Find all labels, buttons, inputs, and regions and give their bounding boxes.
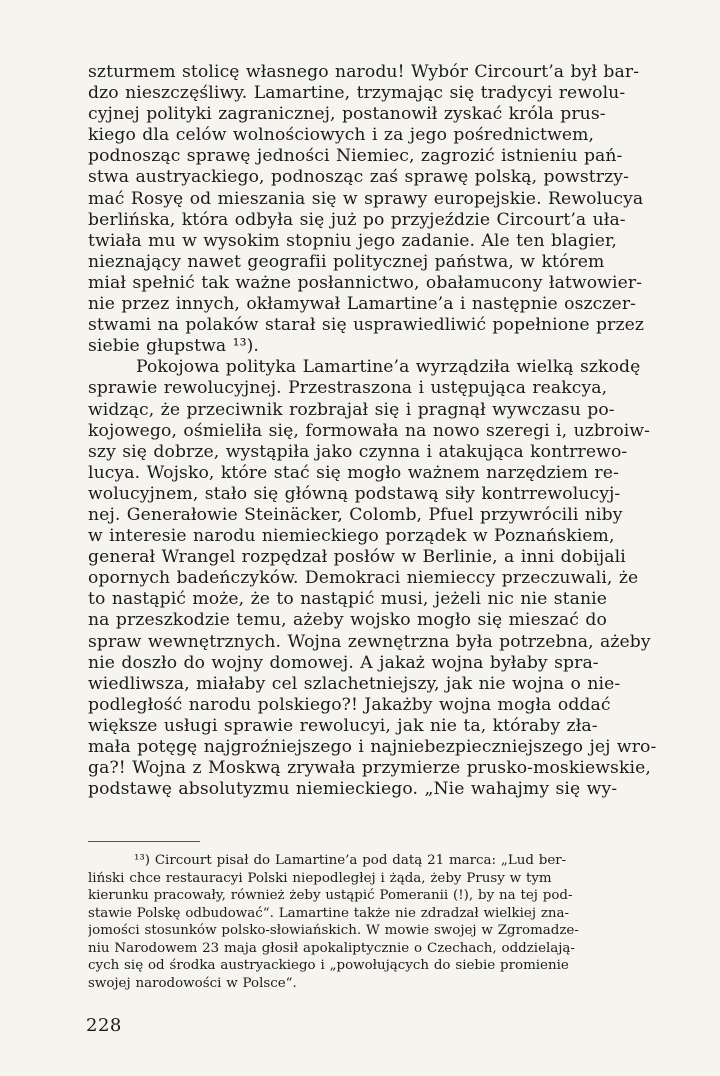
text-line: kojowego, ośmieliła się, formowała na nowo szeregi i, uzbroiw-	[88, 420, 651, 441]
text-line: dzo nieszczęśliwy. Lamartine, trzymając się tradycyi rewolu-	[88, 83, 626, 104]
text-line: spraw wewnętrznych. Wojna zewnętrzna była potrzebna, ażeby	[88, 631, 651, 652]
text-line: podległość narodu polskiego?! Jakażby wojna mogła oddać	[88, 694, 611, 715]
footnotes	[88, 852, 696, 992]
footnote-line: liński chce restauracyi Polski niepodległej i żąda, żeby Prusy w tym	[88, 870, 552, 886]
text-line: nej. Generałowie Steinäcker, Colomb, Pfuel przywrócili niby	[88, 504, 623, 525]
text-line: stwa austryackiego, podnosząc zaś sprawę polską, powstrzy-	[88, 167, 629, 188]
text-line: podnosząc sprawę jedności Niemiec, zagrozić istnieniu pań-	[88, 146, 623, 167]
text-line: opornych badeńczyków. Demokraci niemieccy przeczuwali, że	[88, 568, 639, 589]
text-line: generał Wrangel rozpędzał posłów w Berlinie, a inni dobijali	[88, 547, 626, 568]
text-line: szy się dobrze, wystąpiła jako czynna i atakująca kontrrewo-	[88, 441, 628, 462]
text-line: w interesie narodu niemieckiego porządek w Poznańskiem,	[88, 526, 615, 547]
text-line: cyjnej polityki zagranicznej, postanowił zyskać króla prus-	[88, 104, 606, 125]
text-line: siebie głupstwa ¹³).	[88, 336, 259, 357]
footnote-line: kierunku pracowały, również żeby ustąpić Pomeranii (!), by na tej pod-	[88, 888, 573, 903]
text-line: wolucyjnem, stało się główną podstawą siły kontrrewolucyj-	[88, 483, 621, 504]
paragraph-start-line: Pokojowa polityka Lamartine’a wyrządziła wielką szkodę	[136, 357, 641, 378]
text-line: ga?! Wojna z Moskwą zrywała przymierze prusko-moskiewskie,	[88, 758, 651, 779]
text-line: podstawę absolutyzmu niemieckiego. „Nie wahajmy się wy-	[88, 779, 618, 800]
text-line: szturmem stolicę własnego narodu! Wybór Circourt’a był bar-	[88, 62, 640, 82]
text-line: większe usługi sprawie rewolucyi, jak nie ta, któraby zła-	[88, 715, 598, 736]
text-line: mała potęgę najgroźniejszego i najniebezpieczniejszego jej wro-	[88, 737, 657, 757]
footnote-line: cych się od środka austryackiego i „powołujących do siebie promienie	[88, 958, 569, 973]
footnote-line: swojej narodowości w Polsce“.	[88, 975, 297, 991]
footnote-line: stawie Polskę odbudować“. Lamartine także nie zdradzał wielkiej zna-	[88, 905, 570, 921]
footnote-line: jomości stosunków polsko-słowiańskich. W mowie swojej w Zgromadze-	[88, 923, 579, 938]
page-number: 228	[86, 1015, 122, 1036]
text-line: lucya. Wojsko, które stać się mogło ważnem narzędziem re-	[88, 462, 619, 483]
text-line: nie doszło do wojny domowej. A jakaż wojna byłaby spra-	[88, 652, 599, 673]
text-line: miał spełnić tak ważne posłannictwo, obałamucony łatwowier-	[88, 272, 643, 293]
text-line: na przeszkodzie temu, ażeby wojsko mogło się mieszać do	[88, 610, 607, 631]
footnote-divider	[88, 841, 200, 842]
text-line: berlińska, która odbyła się już po przyjeździe Circourt’a uła-	[88, 209, 626, 230]
main-text	[88, 62, 696, 800]
text-line: twiała mu w wysokim stopniu jego zadanie. Ale ten blagier,	[88, 230, 617, 251]
text-line: sprawie rewolucyjnej. Przestraszona i ustępująca reakcya,	[88, 378, 608, 399]
text-line: widząc, że przeciwnik rozbrajał się i pragnął wywczasu po-	[88, 399, 615, 420]
text-line: mać Rosyę od mieszania się w sprawy europejskie. Rewolucya	[88, 188, 644, 209]
text-line: nieznający nawet geografii politycznej państwa, w którem	[88, 251, 605, 272]
text-line: nie przez innych, okłamywał Lamartine’a i następnie oszczer-	[88, 294, 637, 315]
text-line: kiego dla celów wolnościowych i za jego pośrednictwem,	[88, 125, 595, 146]
text-line: stwami na polaków starał się usprawiedliwić popełnione przez	[88, 315, 645, 336]
text-line: to nastąpić może, że to nastąpić musi, jeżeli nic nie stanie	[88, 589, 608, 610]
footnote-line: ¹³) Circourt pisał do Lamartine’a pod datą 21 marca: „Lud ber-	[134, 853, 567, 868]
footnote-line: niu Narodowem 23 maja głosił apokaliptycznie o Czechach, oddzielają-	[88, 940, 575, 956]
text-line: wiedliwsza, miałaby cel szlachetniejszy, jak nie wojna o nie-	[88, 673, 621, 694]
